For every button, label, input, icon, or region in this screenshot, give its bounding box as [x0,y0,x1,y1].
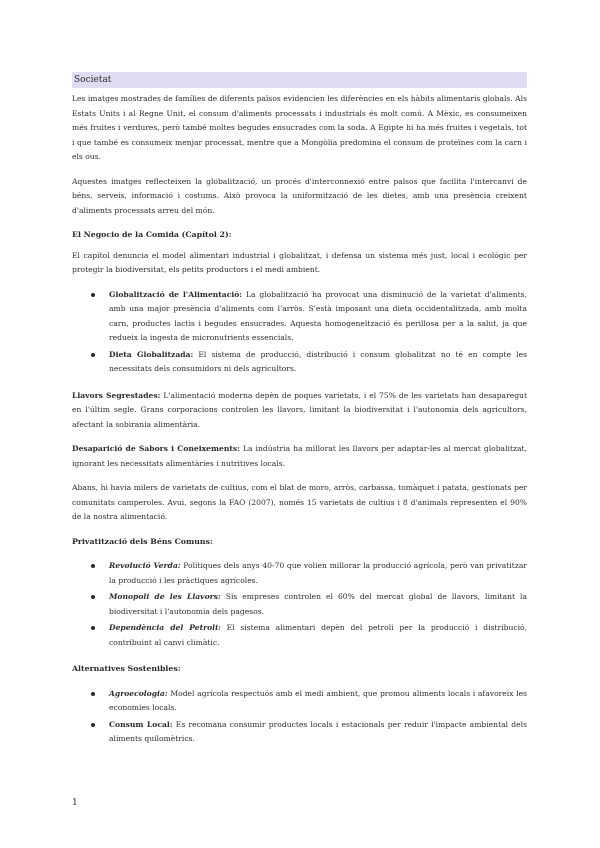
paragraph-llavors [72,389,527,433]
paragraph-abans: Abans, hi havia milers de varietats de cultius, com el blat de moro, arròs, carbassa, tomàquet i patata, gestionats per comunitats camperoles. Avui, segons la FAO (2007), només 15 varietats de cultius i 8 d'animals representen el 90% de la nostra alimentació. [72,483,527,521]
list-item-text: Es recomana consumir productes locals i estacionals per reduir l'impacte ambiental dels aliments quilomètrics. [109,719,527,743]
bullet-icon [91,564,95,568]
list-item-text: Model agrícola respectuós amb el medi ambient, que promou aliments locals i afavoreix les economies locals. [109,688,527,712]
bullet-icon [91,353,95,357]
list-item [72,687,527,716]
list-item-term: Dieta Globalitzada: [109,349,194,359]
list-item-text: La globalització ha provocat una disminució de la varietat d'aliments, amb una major presència d'aliments com l'arròs. S'està imposant una dieta occidentalitzada, amb molta carn, productes lactis i begudes ensucrades. Aquesta homogeneïtzació és perillosa per a la salut, ja que redueix la ingesta de micronutrients essencials. [109,289,527,342]
bullet-icon [91,595,95,599]
desaparicio-text: La indústria ha millorat les llavors per adaptar-les al mercat globalitzat, ignorant les necessitats alimentàries i nutritives locals. [72,444,527,468]
list-item-text: El sistema alimentari depèn del petroli per la producció i distribució, contribuint al canvi climàtic. [109,623,528,647]
list-item [72,621,527,650]
bullet-icon [91,293,95,297]
list-negocio [72,288,527,377]
list-item-text: Polítiques dels anys 40-70 que volien millorar la producció agrícola, però van privatitzar la producció i les pràctiques agrícoles. [109,561,527,585]
list-alternatives [72,687,527,747]
list-item [72,718,527,747]
bullet-icon [91,692,95,696]
list-item [72,288,527,346]
list-item-term: Dependència del Petroli: [109,623,221,632]
list-item-term: Agroecologia: [109,688,168,698]
heading-alternatives: Alternatives Sostenibles: [72,664,181,673]
list-item-term: Revolució Verda: [109,561,181,570]
list-item-term: Monopoli de les Llavors: [109,592,221,601]
paragraph-globalitzacio: Aquestes imatges reflecteixen la globalització, un procés d'interconnexió entre països que facilita l'intercanvi de béns, serveis, informació i costums. Això provoca la uniformització de les dietes, amb una presència creixent d'aliments processats arreu del món. [72,176,527,215]
section-header-societat [72,72,527,88]
heading-privatitzacio: Privatització dels Béns Comuns: [72,536,213,546]
paragraph-desaparicio [72,442,527,471]
list-item-term: Consum Local: [109,719,173,729]
list-item-term: Globalització de l'Alimentació: [109,289,243,299]
llavors-term: Llavors Segrestades: [72,390,161,400]
document-content [72,72,527,749]
heading-negocio: El Negocio de la Comida (Capítol 2): [72,230,232,239]
section-title: Societat [74,75,112,85]
list-item-text: El sistema de producció, distribució i consum globalitzat no té en compte les necessitats dels consumidors ni dels agricultors. [109,349,527,373]
list-privatitzacio [72,559,527,650]
paragraph-capitol-intro: El capítol denuncia el model alimentari industrial i globalitzat, i defensa un sistema més just, local i ecològic per protegir la biodiversitat, els petits productors i el medi ambient. [72,250,527,274]
bullet-icon [91,723,95,727]
list-item [72,348,527,377]
desaparicio-term: Desaparició de Sabors i Coneixements: [72,444,240,453]
bullet-icon [91,626,95,630]
list-item [72,559,527,588]
list-item-text: Sis empreses controlen el 60% del mercat global de llavors, limitant la biodiversitat i l'autonomia dels pagesos. [109,592,528,616]
llavors-text: L'alimentació moderna depèn de poques varietats, i el 75% de les varietats han desaparegut en l'últim segle. Grans corporacions controlen les llavors, limitant la biodiversitat i l'autonomia dels agricultors, afectant la sobirania alimentària. [72,390,528,429]
list-item [72,590,527,619]
paragraph-families: Les imatges mostrades de famílies de diferents països evidencien les diferències en els hàbits alimentaris globals. Als Estats Units i al Regne Unit, el consum d'aliments processats i industrials és molt comú. A Mèxic, es consumeixen més fruites i verdures, però també moltes begudes ensucrades com la soda. A Egipte hi ha més fruites i vegetals, tot i que també es consumeix menjar processat, mentre que a Mongòlia predomina el consum de proteïnes com la carn i els ous. [72,94,527,161]
page-number: 1 [72,798,78,808]
